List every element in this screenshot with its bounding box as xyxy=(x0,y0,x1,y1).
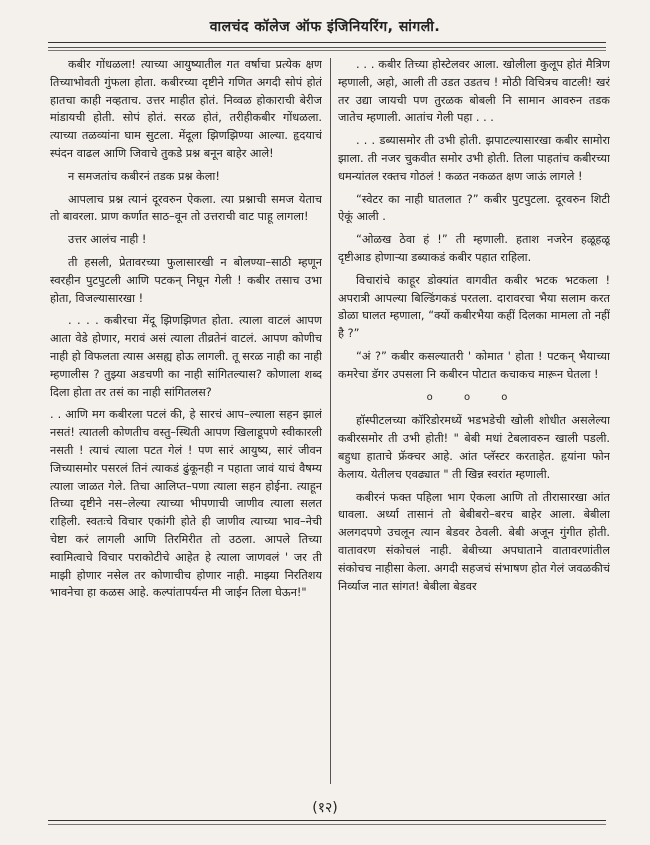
paragraph: आपलाच प्रश्न त्यानं दूरवरुन ऐकला. त्या प्रश्नाची समज येताच तो बावरला. प्राण कर्णात साठ–वून तो उत्तराची वाट पाहू लागला! xyxy=(50,192,322,224)
paragraph: . . आणि मग कबीरला पटलं की, हे सारचं आप–ल्याला सहन झालं नसतं! त्यातली कोणतीच वस्तु–स्थिती आपण खिलाडूपणे स्वीकारली नसती ! त्याचं त्याला पटत गेलं ! पण सारं आयुष्य, सारं जीवन जिच्यासमोर पसरलं तिनं त्याकडं ढुंकूनही न पहाता जावं याचं वैषम्य त्याला जाळत गेले. तिचा आलिप्त–पणा त्याला सहन होईना. त्याहून तिच्या दृष्टीने नस–लेल्या त्याच्या भीपणाची जाणीव त्याला सलत राहिली. स्वतःचे विचार एकांगी होते ही जाणीव त्याच्या भाव–नेची चेष्टा करं लागली आणि तिरमिरीत तो उठला. आपले तिच्या स्वामित्वाचे विचार पराकोटीचे आहेत हे त्याला जाणवलं ' जर ती माझी होणार नसेल तर कोणाचीच होणार नाही. माझ्या निरतिशय भावनेचा हा कळस आहे. कल्पांतापर्यन्त मी जाईन तिला घेऊन!" xyxy=(50,408,322,600)
paragraph: “अं ?” कबीर कसल्यातरी ' कोमात ' होता ! पटकन् भैयाच्या कमरेचा डॅगर उपसला नि कबीरन पोटात कचाकच माऱून घेतला ! xyxy=(338,349,610,381)
footer-rule-secondary xyxy=(48,824,606,825)
paragraph: हॉस्पीटलच्या कॉरिडोरमध्यें भडभडेची खोली शोधीत असलेल्या कबीरसमोर ती उभी होती! " बेबी मधां टेबलावरुन खाली पडली. बहुधा हाताचे फ्रॅक्चर आहे. आंत प्लॅस्टर करताहेत. हृयांना फोन केलाय. येतीलच एवढ्यात " ती खिन्न स्वरांत म्हणाली. xyxy=(338,414,610,481)
paragraph: ती हसली, प्रेतावरच्या फुलासारखी न बोलण्या–साठी म्हणून स्वरहीन पुटपुटली आणि पटकन् निघून गेली ! कबीर तसाच उभा होता, विजल्यासारखा ! xyxy=(50,255,322,305)
left-column xyxy=(50,56,322,794)
paragraph: कबीर गोंधळला! त्याच्या आयुष्यातील गत वर्षाचा प्रत्येक क्षण तिच्याभोवती गुंफला होता. कबीरच्या दृष्टीने गणित अगदी सोपं होतं हातचा काही नव्हताच. उत्तर माहीत होतं. निव्वळ होकाराची बेरीज मांडायची होती. सोपं होतं. सरळ होतं, तरीहीकबीर गोंधळला. त्याच्या तळव्यांना घाम सुटला. मेंदूला झिणझिण्या आल्या. हृदयाचं स्पंदन वाढल आणि जिवाचे तुकडे प्रश्न बनून बाहेर आले! xyxy=(50,58,322,160)
paragraph: . . . कबीर तिच्या होस्टेलवर आला. खोलीला कुलूप होतं मैत्रिण म्हणाली, अहो, आली ती उडत उडतच ! मोठी विचित्रच वाटली! खरं तर उद्या जायची पण तुरळक बोबली नि सामान आवरुन तडक जातेच म्हणाली. आतांच गेली पहा . . . xyxy=(338,58,610,125)
paragraph: विचारांचे काहूर डोक्यांत वागवीत कबीर भटक भटकला ! अपरात्री आपल्या बिल्डिंगकडं परतला. दारावरचा भैया सलाम करत डोळा घालत म्हणाला, “क्यों कबीरभैया कहीं दिलका मामला तो नहीं है ?” xyxy=(338,273,610,341)
page-header: वालचंद कॉलेज ऑफ इंजिनियरिंग, सांगली. xyxy=(209,19,441,35)
paragraph: “स्वेटर का नाही घातलात ?” कबीर पुटपुटला. दूरवरुन शिटी ऐकूं आली . xyxy=(338,192,610,224)
footer-rule xyxy=(48,820,606,821)
paragraph: . . . . कबीरचा मेंदू झिणझिणत होता. त्याला वाटलं आपण आता वेडे होणार, मरावं असं त्याला तीव्रतेनं वाटलं. आपण कोणीच नाही हो विफलता त्यास असह्य होऊ लागली. तू सरळ नाही का नाही म्हणालीस ? तुझ्या अडचणी का नाही सांगितल्यास? कोणाला शब्द दिला होता तर तसं का नाही सांगितलस? xyxy=(50,314,322,399)
paragraph: उत्तर आलंच नाही ! xyxy=(68,233,147,247)
column-divider xyxy=(330,58,331,784)
section-separator: o o o xyxy=(426,391,522,403)
header-rule-secondary xyxy=(48,50,606,53)
paragraph: “ओळख ठेवा हं !” ती म्हणाली. हताश नजरेन हळूहळू दृष्टीआड होणाऱ्या डब्याकडं कबीर पहात राहिला. xyxy=(338,233,610,264)
paragraph: कबीरनं फक्त पहिला भाग ऐकला आणि तो तीरासारखा आंत धावला. अर्ध्या तासानं तो बेबीबरो–बरच बाहेर आला. बेबीला अलगदपणे उचलून त्यान बेडवर ठेवली. बेबी अजून गुंगीत होती. वातावरण संकोचलं नाही. बेबीच्या अपघाताने वातावरणांतील संकोचच नाहीसा केला. अगदी सहजचं संभाषण होत गेलं जवळकीचं निर्व्याज नात सांगत! बेबीला बेडवर xyxy=(338,490,610,593)
header-rule xyxy=(48,42,606,48)
paragraph: न समजतांच कबीरनं तडक प्रश्न केला! xyxy=(68,169,220,183)
page-number: (१२) xyxy=(312,800,338,816)
paragraph: . . . डब्यासमोर ती उभी होती. झपाटल्यासारखा कबीर सामोरा झाला. ती नजर चुकवीत समोर उभी होती. तिला पाहतांच कबीरच्या धमन्यांतल रक्तच गोठलं ! कळत नकळत क्षण जाऊं लागले ! xyxy=(338,134,610,183)
right-column xyxy=(338,56,610,794)
